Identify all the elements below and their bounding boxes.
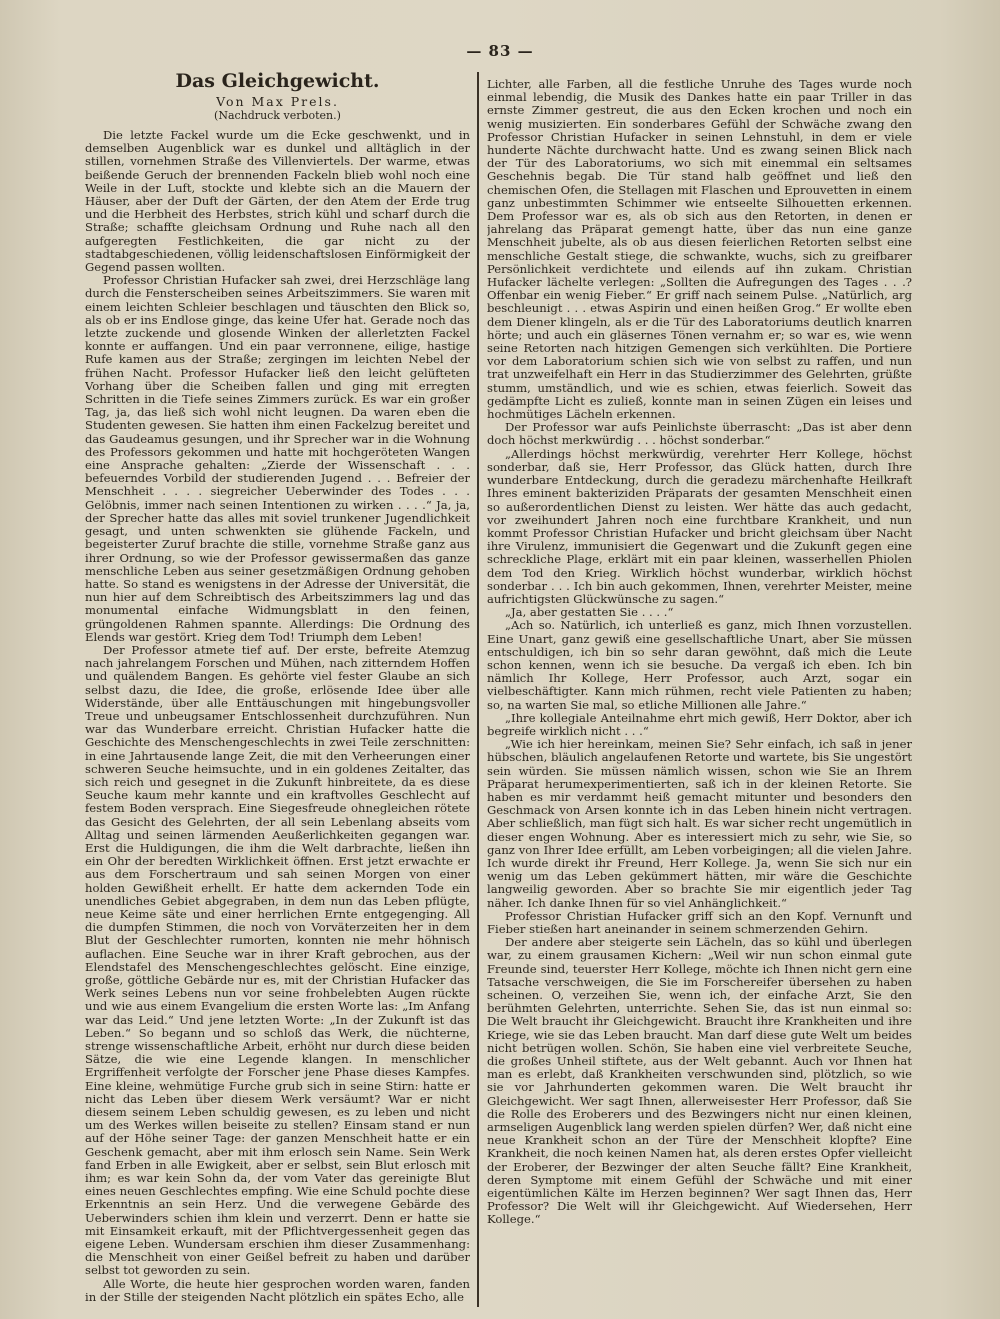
left-column [85, 70, 470, 1310]
paragraph: Professor Christian Hufacker griff sich an den Kopf. Vernunft und Fieber stießen hart aneinander in seinem schmerzenden Gehirn. [487, 908, 912, 936]
paragraph: Alle Worte, die heute hier gesprochen worden waren, fanden in der Stille der steigenden Nacht plötzlich ein spätes Echo, alle [85, 1276, 470, 1304]
paragraph: „Ach so. Natürlich, ich unterließ es ganz, mich Ihnen vorzustellen. Eine Unart, ganz gewiß eine gesellschaftliche Unart, aber Sie müssen entschuldigen, ich bin so sehr daran gewöhnt, daß mich die Leute schon kennen, wenn ich sie besuche. Da vergaß ich eben. Ich bin nämlich Ihr Kollege, Herr Professor, auch Arzt, sogar ein vielbeschäftigter. Kann mich rühmen, recht viele Patienten zu haben; so, na warten Sie mal, so etliche Millionen alle Jahre.“ [487, 618, 912, 712]
paragraph: Die letzte Fackel wurde um die Ecke geschwenkt, und in demselben Augenblick war es dunkel und alltäglich in der stillen, vornehmen Straße des Villenviertels. Der warme, etwas beißende Geruch der brennenden Fackeln blieb wohl noch eine Weile in der Luft, stockte und klebte sich an die Mauern der Häuser, aber der Duft der Gärten, der den Atem der Erde trug und die Herbheit des Herbstes, strich kühl und scharf durch die Straße; schaffte gleichsam Ordnung und Ruhe nach all den aufgeregten Festlichkeiten, die gar nicht zu der stadtabgeschiedenen, völlig leidenschaftslosen Einförmigkeit der Gegend passen wollten. [85, 128, 470, 275]
paragraph: Lichter, alle Farben, all die festliche Unruhe des Tages wurde noch einmal lebendig, die Musik des Dankes hatte ein paar Triller in das ernste Zimmer gestreut, die aus den Ecken krochen und noch ein wenig musizierten. Ein sonderbares Gefühl der Schwäche zwang den Professor Christian Hufacker in seinen Lehnstuhl, in dem er viele hunderte Nächte durchwacht hatte. Und es zwang seinen Blick nach der Tür des Laboratoriums, wo sich mit einemmal ein seltsames Geschehnis begab. Die Tür stand halb geöffnet und ließ den chemischen Ofen, die Stellagen mit Flaschen und Eprouvetten in einem ganz unbestimmten Schimmer wie entseelte Silhouetten erkennen. Dem Professor war es, als ob sich aus den Retorten, in denen er jahrelang das Präparat gemengt hatte, über das nun eine ganze Menschheit jubelte, als ob aus diesen feierlichen Retorten selbst eine menschliche Gestalt stiege, die schwankte, wuchs, sich zu greifbarer Persönlichkeit verdichtete und eilends auf ihn zukam. Christian Hufacker lächelte verlegen: „Sollten die Aufregungen des Tages . . .? Offenbar ein wenig Fieber.“ Er griff nach seinem Pulse. „Natürlich, arg beschleunigt . . . etwas Aspirin und einen heißen Grog.“ Er wollte eben dem Diener klingeln, als er die Tür des Laboratoriums deutlich knarren hörte; und auch ein gläsernes Tönen vernahm er; so war es, wie wenn seine Retorten nach hitzigen Gemengen sich verkühlten. Die Portiere vor dem Laboratorium schien sich wie von selbst zu raffen, und nun trat unzweifelhaft ein Herr in das Studierzimmer des Gelehrten, grüßte stumm, umständlich, und wie es schien, etwas feierlich. Soweit das gedämpfte Licht es zuließ, konnte man in seinen Zügen ein leises und hochmütiges Lächeln erkennen. [487, 78, 912, 422]
article-author: Von Max Prels. [216, 94, 339, 109]
paragraph: „Allerdings höchst merkwürdig, verehrter Herr Kollege, höchst sonderbar, daß sie, Herr Professor, das Glück hatten, durch Ihre wunderbare Entdeckung, durch die geradezu märchenhafte Heilkraft Ihres eminent bakteriziden Präparats der gesamten Menschheit einen so außerordentlichen Dienst zu leisten. Wer hätte das auch gedacht, vor zweihundert Jahren noch eine furchtbare Krankheit, und nun kommt Professor Christian Hufacker und bricht gleichsam über Nacht ihre Virulenz, immunisiert die Gegenwart und die Zukunft gegen eine schreckliche Plage, erklärt mit ein paar kleinen, wasserhellen Phiolen dem Tod den Krieg. Wirklich höchst wunderbar, wirklich höchst sonderbar . . . Ich bin auch gekommen, Ihnen, verehrter Meister, meine aufrichtigsten Glückwünsche zu sagen.“ [487, 446, 912, 606]
paragraph: „Wie ich hier hereinkam, meinen Sie? Sehr einfach, ich saß in jener hübschen, bläulich angelaufenen Retorte und wartete, bis Sie ungestört sein würden. Sie müssen nämlich wissen, schon wie Sie an Ihrem Präparat herumexperimentierten, saß ich in der kleinen Retorte. Sie haben es mir verdammt heiß gemacht mitunter und besonders den Geschmack von Arsen konnte ich in das Leben hinein nicht vertragen. Aber schließlich, man fügt sich halt. Es war sicher recht ungemütlich in dieser engen Wohnung. Aber es interessiert mich zu sehr, wie Sie, so ganz von Ihrer Idee erfüllt, am Leben vorbeigingen; all die vielen Jahre. Ich wurde direkt ihr Freund, Herr Kollege. Ja, wenn Sie sich nur ein wenig um das Leben gekümmert hätten, mir wäre die Geschichte langweilig geworden. Aber so brachte Sie mir eigentlich jeder Tag näher. Ich danke Ihnen für so viel Anhänglichkeit.“ [487, 737, 912, 910]
paragraph: Professor Christian Hufacker sah zwei, drei Herzschläge lang durch die Fensterscheiben seines Arbeitszimmers. Sie waren mit einem leichten Schleier beschlagen und täuschten den Blick so, als ob er ins Endlose ginge, das keine Ufer hat. Gerade noch das letzte zuckende und glosende Winken der allerletzten Fackel konnte er auffangen. Und ein paar verronnene, eilige, hastige Rufe kamen aus der Straße; zergingen im leichten Nebel der frühen Nacht. Professor Hufacker ließ den leicht gelüfteten Vorhang über die Scheiben fallen und ging mit erregten Schritten in die Tiefe seines Zimmers zurück. Es war ein großer Tag, ja, das ließ sich wohl nicht leugnen. Da waren eben die Studenten gewesen. Sie hatten ihm einen Fackelzug bereitet und das Gaudeamus gesungen, und ihr Sprecher war in die Wohnung des Professors gekommen und hatte mit hochgeröteten Wangen eine Ansprache gehalten: „Zierde der Wissenschaft . . . befeuerndes Vorbild der studierenden Jugend . . . Befreier der Menschheit . . . . siegreicher Ueberwinder des Todes . . . Gelöbnis, immer nach seinen Intentionen zu wirken . . . .“ Ja, ja, der Sprecher hatte das alles mit soviel trunkener Jugendlichkeit gesagt, und unten schwenkten sie glühende Fackeln, und begeisterter Zuruf brachte die stille, vornehme Straße ganz aus ihrer Ordnung, so wie der Professor gewissermaßen das ganze menschliche Leben aus seiner gesetzmäßigen Ordnung gehoben hatte. So stand es wenigstens in der Adresse der Universität, die nun hier auf dem Schreibtisch des Arbeitszimmers lag und das monumental einfache Widmungsblatt in den feinen, grüngoldenen Rahmen spannte. Allerdings: Die Ordnung des Elends war gestört. Krieg dem Tod! Triumph dem Leben! [85, 273, 470, 644]
paragraph: Der Professor atmete tief auf. Der erste, befreite Atemzug nach jahrelangem Forschen und Mühen, nach zitterndem Hoffen und quälendem Bangen. Es gehörte viel fester Glaube an sich selbst dazu, die Idee, die große, erlösende Idee über alle Widerstände, über alle Enttäuschungen mit hingebungsvoller Treue und unbeugsamer Entschlossenheit durchzuführen. Nun war das Wunderbare erreicht. Christian Hufacker hatte die Geschichte des Menschengeschlechts in zwei Teile zerschnitten: in eine Jahrtausende lange Zeit, die mit den Verheerungen einer schweren Seuche heimsuchte, und in ein goldenes Zeitalter, das sich reich und gesegnet in die Zukunft hinbreitete, da es diese Seuche kaum mehr kannte und ein kraftvolles Geschlecht auf festem Boden versprach. Eine Siegesfreude ohnegleichen rötete das Gesicht des Gelehrten, der all sein Lebenlang abseits vom Alltag und seinen lärmenden Aeußerlichkeiten gegangen war. Erst die Huldigungen, die ihm die Welt darbrachte, ließen ihn ein Ohr der beredten Wirklichkeit öffnen. Erst jetzt erwachte er aus dem Forschertraum und sah seinen Morgen von einer holden Gewißheit erhellt. Er hatte dem ackernden Tode ein unendliches Gebiet abgegraben, in dem nun das Leben pflügte, neue Keime säte und einer herrlichen Ernte entgegenging. All die dumpfen Stimmen, die noch von Vorväterzeiten her in dem Blut der Geschlechter rumorten, konnten nie mehr höhnisch auflachen. Eine Seuche war in ihrer Kraft gebrochen, aus der Elendstafel des Menschengeschlechtes gelöscht. Eine einzige, große, göttliche Gebärde nur es, mit der Christian Hufacker das Werk seines Lebens nun vor seine frohbelebten Augen rückte und wie aus einem Evangelium die ersten Worte las: „Im Anfang war das Leid.“ Und jene letzten Worte: „In der Zukunft ist das Leben.“ So begann und so schloß das Werk, die nüchterne, strenge wissenschaftliche Arbeit, erhöht nur durch diese beiden Sätze, die wie eine Legende klangen. In menschlicher Ergriffenheit verfolgte der Forscher jene Phase dieses Kampfes. Eine kleine, wehmütige Furche grub sich in seine Stirn: hatte er nicht das Leben über diesem Werk versäumt? War er nicht diesem seinem Leben schuldig gewesen, es zu leben und nicht um des Werkes willen beiseite zu stellen? Einsam stand er nun auf der Höhe seiner Tage: der ganzen Menschheit hatte er ein Geschenk gemacht, aber mit ihm erlosch sein Name. Sein Werk fand Erben in alle Ewigkeit, aber er selbst, sein Blut erlosch mit ihm; es war kein Sohn da, der vom Vater das gereinigte Blut eines neuen Geschlechtes empfing. Wie eine Schuld pochte diese Erkenntnis an sein Herz. Und die verwegene Gebärde des Ueberwinders schien ihm klein und verzerrt. Denn er hatte sie mit Einsamkeit erkauft, mit der Pflichtvergessenheit gegen das eigene Leben. Wundersam erschien ihm dieser Zusammenhang: die Menschheit von einer Geißel befreit zu haben und darüber selbst tot geworden zu sein. [85, 642, 470, 1278]
reprint-note: (Nachdruck verboten.) [214, 109, 341, 122]
column-divider [477, 72, 479, 1307]
article-title: Das Gleichgewicht. [175, 70, 380, 92]
paragraph: Der Professor war aufs Peinlichste überrascht: „Das ist aber denn doch höchst merkwürdig . . . höchst sonderbar.“ [487, 420, 912, 448]
paragraph: „Ihre kollegiale Anteilnahme ehrt mich gewiß, Herr Doktor, aber ich begreife wirklich nicht . . .“ [487, 710, 912, 738]
right-column [487, 78, 912, 1318]
paragraph: Der andere aber steigerte sein Lächeln, das so kühl und überlegen war, zu einem grausamen Kichern: „Weil wir nun schon einmal gute Freunde sind, teuerster Herr Kollege, möchte ich Ihnen nicht gern eine Tatsache verschweigen, die Sie im Forschereifer übersehen zu haben scheinen. O, verzeihen Sie, wenn ich, der einfache Arzt, Sie den berühmten Gelehrten, unterrichte. Sehen Sie, das ist nun einmal so: Die Welt braucht ihr Gleichgewicht. Braucht ihre Krankheiten und ihre Kriege, wie sie das Leben braucht. Man darf diese gute Welt um beides nicht betrügen wollen. Schön, Sie haben eine viel verbreitete Seuche, die großes Unheil stiftete, aus der Welt gebannt. Auch vor Ihnen hat man es erlebt, daß Krankheiten verschwunden sind, plötzlich, so wie sie vor Jahrhunderten gekommen waren. Die Welt braucht ihr Gleichgewicht. Wer sagt Ihnen, allerweisester Herr Professor, daß Sie die Rolle des Eroberers und des Bezwingers nicht nur einen kleinen, armseligen Augenblick lang werden spielen dürfen? Wer, daß nicht eine neue Krankheit schon an der Türe der Menschheit klopfte? Eine Krankheit, die noch keinen Namen hat, als deren erstes Opfer vielleicht der Eroberer, der Bezwinger der alten Seuche fällt? Eine Krankheit, deren Symptome mit einem Gefühl der Schwäche und mit einer eigentümlichen Kälte im Herzen beginnen? Wer sagt Ihnen das, Herr Professor? Die Welt will ihr Gleichgewicht. Auf Wiedersehen, Herr Kollege.“ [487, 935, 912, 1227]
page-number: — 83 — [466, 42, 534, 60]
paragraph: „Ja, aber gestatten Sie . . . .“ [505, 605, 674, 620]
